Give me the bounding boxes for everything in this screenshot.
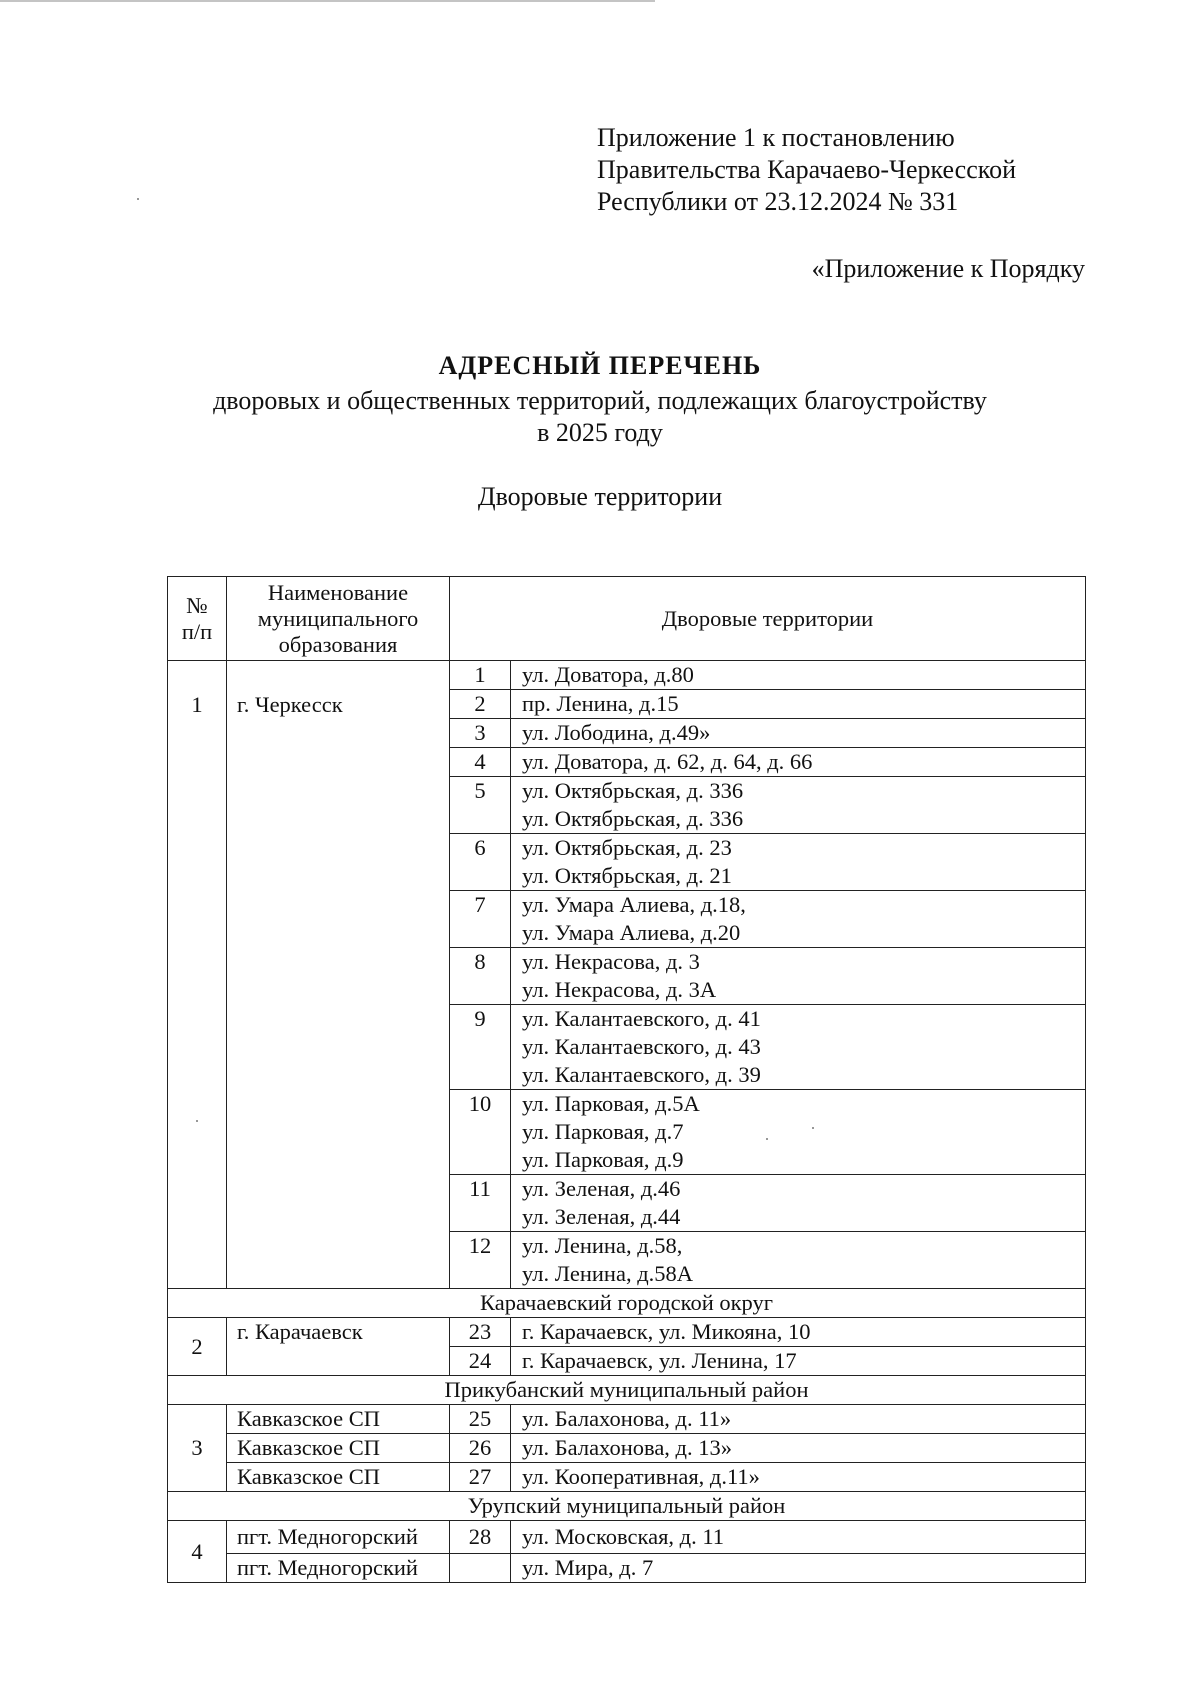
group-number: 4 — [168, 1521, 227, 1583]
address-cell — [511, 777, 1086, 834]
address-line: ул. Калантаевского, д. 39 — [522, 1062, 761, 1087]
item-number: 25 — [450, 1405, 511, 1434]
municipality-name: Кавказское СП — [227, 1405, 450, 1434]
item-number: 10 — [450, 1090, 511, 1175]
address-line: ул. Кооперативная, д.11» — [522, 1464, 760, 1489]
item-number: 3 — [450, 719, 511, 748]
address-line: ул. Октябрьская, д. 336 — [522, 806, 744, 831]
address-line: ул. Октябрьская, д. 23 — [522, 835, 732, 860]
address-cell — [511, 891, 1086, 948]
table-row — [168, 661, 1086, 690]
address-cell — [511, 690, 1086, 719]
address-cell — [511, 748, 1086, 777]
address-line: ул. Некрасова, д. 3 — [522, 949, 700, 974]
address-line: ул. Ленина, д.58А — [522, 1261, 694, 1286]
address-line: ул. Калантаевского, д. 41 — [522, 1006, 761, 1031]
municipality-name: г. Черкесск — [227, 661, 450, 1289]
address-line: ул. Парковая, д.7 — [522, 1119, 684, 1144]
district-band-row — [168, 1376, 1086, 1405]
address-table — [167, 576, 1086, 1583]
address-line: ул. Октябрьская, д. 336 — [522, 778, 744, 803]
address-line: ул. Умара Алиева, д.20 — [522, 920, 741, 945]
address-cell — [511, 1232, 1086, 1289]
scan-top-rule — [0, 0, 655, 2]
item-number: 11 — [450, 1175, 511, 1232]
municipality-name: г. Карачаевск — [227, 1318, 450, 1376]
address-cell — [511, 1405, 1086, 1434]
item-number: 12 — [450, 1232, 511, 1289]
address-cell — [511, 948, 1086, 1005]
municipality-name: Кавказское СП — [227, 1463, 450, 1492]
table-row — [168, 1554, 1086, 1583]
header-municipality: Наименование муниципального образования — [227, 577, 450, 661]
district-band: Урупский муниципальный район — [168, 1492, 1086, 1521]
address-cell — [511, 1434, 1086, 1463]
item-number: 27 — [450, 1463, 511, 1492]
address-line: ул. Зеленая, д.44 — [522, 1204, 681, 1229]
address-cell — [511, 1005, 1086, 1090]
address-line: ул. Доватора, д.80 — [522, 662, 694, 687]
appendix-line: Республики от 23.12.2024 № 331 — [597, 187, 959, 216]
address-cell — [511, 1090, 1086, 1175]
district-band-row — [168, 1492, 1086, 1521]
address-cell — [511, 1521, 1086, 1554]
address-line: ул. Доватора, д. 62, д. 64, д. 66 — [522, 749, 813, 774]
address-line: г. Карачаевск, ул. Ленина, 17 — [522, 1348, 797, 1373]
district-band-row — [168, 1289, 1086, 1318]
district-band: Карачаевский городской округ — [168, 1289, 1086, 1318]
subtitle-line-1: дворовых и общественных территорий, подлежащих благоустройству — [213, 386, 987, 415]
group-number: 2 — [168, 1318, 227, 1376]
item-number: 23 — [450, 1318, 511, 1347]
address-line: ул. Парковая, д.9 — [522, 1147, 684, 1172]
address-line: ул. Парковая, д.5А — [522, 1091, 700, 1116]
municipality-name: Кавказское СП — [227, 1434, 450, 1463]
address-line: ул. Калантаевского, д. 43 — [522, 1034, 761, 1059]
header-number: № п/п — [168, 577, 227, 661]
table-row — [168, 1405, 1086, 1434]
district-band: Прикубанский муниципальный район — [168, 1376, 1086, 1405]
address-cell — [511, 834, 1086, 891]
item-number: 4 — [450, 748, 511, 777]
address-line: ул. Балахонова, д. 13» — [522, 1435, 733, 1460]
item-number: 7 — [450, 891, 511, 948]
municipality-name: пгт. Медногорский — [227, 1521, 450, 1554]
document-subtitle — [150, 385, 1050, 449]
group-number: 3 — [168, 1405, 227, 1492]
table-header-row — [168, 577, 1086, 661]
address-line: ул. Лободина, д.49» — [522, 720, 711, 745]
table-row — [168, 1318, 1086, 1347]
address-line: ул. Балахонова, д. 11» — [522, 1406, 732, 1431]
address-line: пр. Ленина, д.15 — [522, 691, 679, 716]
address-line: ул. Мира, д. 7 — [522, 1555, 654, 1580]
scan-speck — [137, 198, 139, 200]
address-line: ул. Московская, д. 11 — [522, 1524, 725, 1549]
address-cell — [511, 1318, 1086, 1347]
item-number: 9 — [450, 1005, 511, 1090]
address-line: ул. Некрасова, д. 3А — [522, 977, 717, 1002]
address-line: ул. Ленина, д.58, — [522, 1233, 683, 1258]
address-line: ул. Зеленая, д.46 — [522, 1176, 681, 1201]
item-number: 28 — [450, 1521, 511, 1554]
item-number: 6 — [450, 834, 511, 891]
header-territories: Дворовые территории — [450, 577, 1086, 661]
table-row — [168, 1521, 1086, 1554]
document-title: АДРЕСНЫЙ ПЕРЕЧЕНЬ — [438, 351, 762, 380]
address-cell — [511, 1554, 1086, 1583]
appendix-line: Правительства Карачаево-Черкесской — [597, 155, 1016, 184]
address-cell — [511, 661, 1086, 690]
address-line: ул. Октябрьская, д. 21 — [522, 863, 732, 888]
table-row — [168, 1434, 1086, 1463]
address-cell — [511, 1175, 1086, 1232]
item-number: 5 — [450, 777, 511, 834]
subtitle-line-2: в 2025 году — [537, 418, 663, 447]
item-number: 1 — [450, 661, 511, 690]
item-number: 26 — [450, 1434, 511, 1463]
item-number — [450, 1554, 511, 1583]
section-title: Дворовые территории — [477, 482, 723, 511]
address-cell — [511, 1463, 1086, 1492]
order-reference: «Приложение к Порядку — [811, 254, 1085, 283]
table-row — [168, 1463, 1086, 1492]
address-line: г. Карачаевск, ул. Микояна, 10 — [522, 1319, 811, 1344]
item-number: 8 — [450, 948, 511, 1005]
item-number: 2 — [450, 690, 511, 719]
appendix-note — [597, 122, 1016, 218]
item-number: 24 — [450, 1347, 511, 1376]
address-cell — [511, 1347, 1086, 1376]
group-number: 1 — [168, 661, 227, 1289]
address-cell — [511, 719, 1086, 748]
address-line: ул. Умара Алиева, д.18, — [522, 892, 746, 917]
municipality-name: пгт. Медногорский — [227, 1554, 450, 1583]
appendix-line: Приложение 1 к постановлению — [597, 123, 955, 152]
